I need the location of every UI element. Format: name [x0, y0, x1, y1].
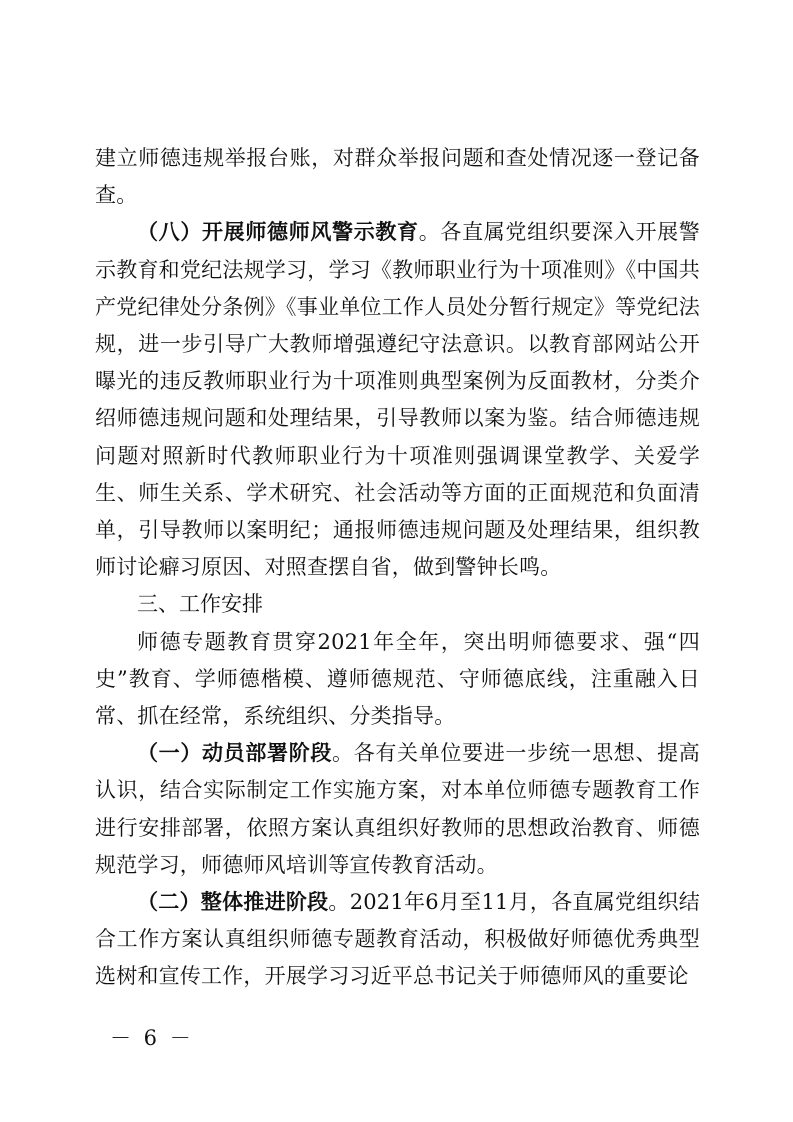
paragraph-text: 师德专题教育贯穿2021年全年，突出明师德要求、强“四史”教育、学师德楷模、遵师德规范、守师德底线，注重融入日常、抓在经常，系统组织、分类指导。	[95, 629, 700, 729]
document-body	[95, 140, 700, 996]
paragraph-text: 。各直属党组织要深入开展警示教育和党纪法规学习，学习《教师职业行为十项准则》《中国共产党纪律处分条例》《事业单位工作人员处分暂行规定》等党纪法规，进一步引导广大教师增强遵纪守法意识。以教育部网站公开曝光的违反教师职业行为十项准则典型案例为反面教材，分类介绍师德违规问题和处理结果，引导教师以案为鉴。结合师德违规问题对照新时代教师职业行为十项准则强调课堂教学、关爱学生、师生关系、学术研究、社会活动等方面的正面规范和负面清单，引导教师以案明纪；通报师德违规问题及处理结果，组织教师讨论癖习原因、对照查摆自省，做到警钟长鸣。	[95, 220, 700, 580]
paragraph-warning-education	[95, 214, 700, 586]
page-number: － 6 －	[110, 1026, 194, 1050]
paragraph-heading: （一）动员部署阶段	[137, 741, 333, 766]
paragraph-continuation	[95, 140, 700, 214]
paragraph-overview	[95, 624, 700, 736]
paragraph-text: 。2021年6月至11月，各直属党组织结合工作方案认真组织师德专题教育活动，积极做好师德优秀典型选树和宣传工作，开展学习习近平总书记关于师德师风的重要论	[95, 890, 700, 989]
paragraph-text: 建立师德违规举报台账，对群众举报问题和查处情况逐一登记备查。	[95, 146, 700, 208]
paragraph-text: 。各有关单位要进一步统一思想、提高认识，结合实际制定工作实施方案，对本单位师德专题教育工作进行安排部署，依照方案认真组织好教师的思想政治教育、师德规范学习，师德师风培训等宣传教育活动。	[95, 741, 700, 877]
paragraph-mobilization-stage	[95, 735, 700, 884]
section-title-text: 三、工作安排	[137, 592, 263, 617]
paragraph-promotion-stage	[95, 884, 700, 996]
paragraph-heading: （二）整体推进阶段	[137, 890, 329, 915]
section-title-work-arrangement	[95, 586, 700, 623]
paragraph-heading: （八）开展师德师风警示教育	[137, 220, 419, 245]
